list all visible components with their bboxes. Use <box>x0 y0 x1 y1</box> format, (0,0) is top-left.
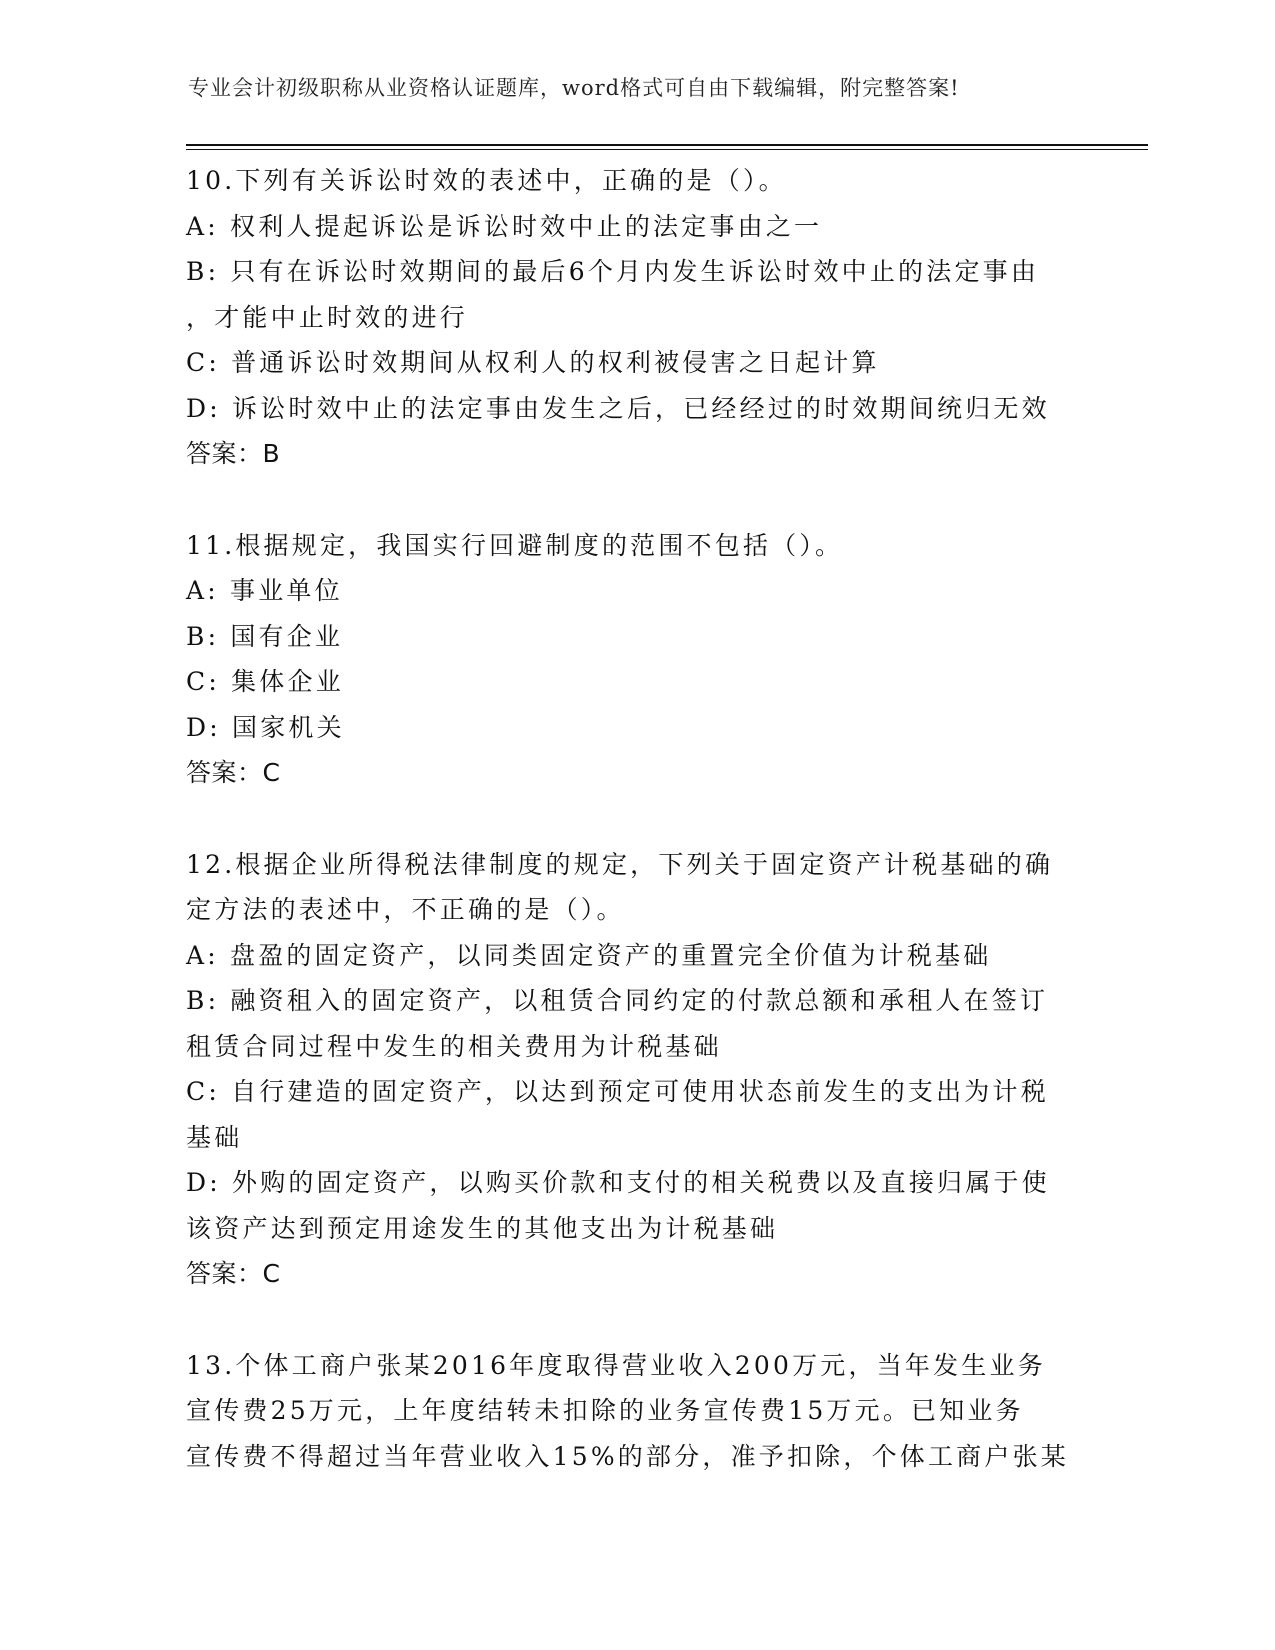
option-a: A: 权利人提起诉讼是诉讼时效中止的法定事由之一 <box>186 211 823 241</box>
question-list <box>186 158 1086 1525</box>
question-12 <box>186 842 1086 1297</box>
option-b: B: 国有企业 <box>186 621 344 651</box>
header-divider <box>186 144 1148 150</box>
question-10 <box>186 158 1086 477</box>
page-header-text: 专业会计初级职称从业资格认证题库，word格式可自由下载编辑，附完整答案! <box>188 76 960 100</box>
question-11 <box>186 523 1086 796</box>
option-d: D: 外购的固定资产，以购买价款和支付的相关税费以及直接归属于使 <box>186 1168 1050 1197</box>
option-c: C: 集体企业 <box>186 667 344 696</box>
option-b-continued: ，才能中止时效的进行 <box>186 302 469 332</box>
question-stem-continued: 宣传费25万元，上年度结转未扣除的业务宣传费15万元。已知业务 <box>186 1396 1024 1425</box>
option-d: D: 国家机关 <box>186 712 345 742</box>
question-stem: 12.根据企业所得税法律制度的规定，下列关于固定资产计税基础的确 <box>186 849 1054 879</box>
question-stem-continued: 宣传费不得超过当年营业收入15%的部分，准予扣除，个体工商户张某 <box>186 1441 1069 1471</box>
option-b-continued: 租赁合同过程中发生的相关费用为计税基础 <box>186 1031 722 1061</box>
option-c-continued: 基础 <box>186 1122 243 1152</box>
question-stem-continued: 定方法的表述中，不正确的是（）。 <box>186 895 625 924</box>
question-stem: 10.下列有关诉讼时效的表述中，正确的是（）。 <box>186 166 787 195</box>
answer-label: 答案：C <box>186 1259 281 1288</box>
option-c: C: 自行建造的固定资产，以达到预定可使用状态前发生的支出为计税 <box>186 1077 1049 1106</box>
answer-label: 答案：B <box>186 439 281 468</box>
option-b: B: 融资租入的固定资产，以租赁合同约定的付款总额和承租人在签订 <box>186 986 1049 1015</box>
option-a: A: 盘盈的固定资产，以同类固定资产的重置完全价值为计税基础 <box>186 940 992 970</box>
option-a: A: 事业单位 <box>186 576 343 605</box>
option-d: D: 诉讼时效中止的法定事由发生之后，已经经过的时效期间统归无效 <box>186 393 1050 423</box>
option-b: B: 只有在诉讼时效期间的最后6个月内发生诉讼时效中止的法定事由 <box>186 257 1040 286</box>
option-c: C: 普通诉讼时效期间从权利人的权利被侵害之日起计算 <box>186 348 880 377</box>
question-13 <box>186 1343 1086 1480</box>
question-stem: 13.个体工商户张某2016年度取得营业收入200万元，当年发生业务 <box>186 1350 1046 1380</box>
option-d-continued: 该资产达到预定用途发生的其他支出为计税基础 <box>186 1213 779 1243</box>
question-stem: 11.根据规定，我国实行回避制度的范围不包括（）。 <box>186 530 844 560</box>
answer-label: 答案：C <box>186 758 281 787</box>
